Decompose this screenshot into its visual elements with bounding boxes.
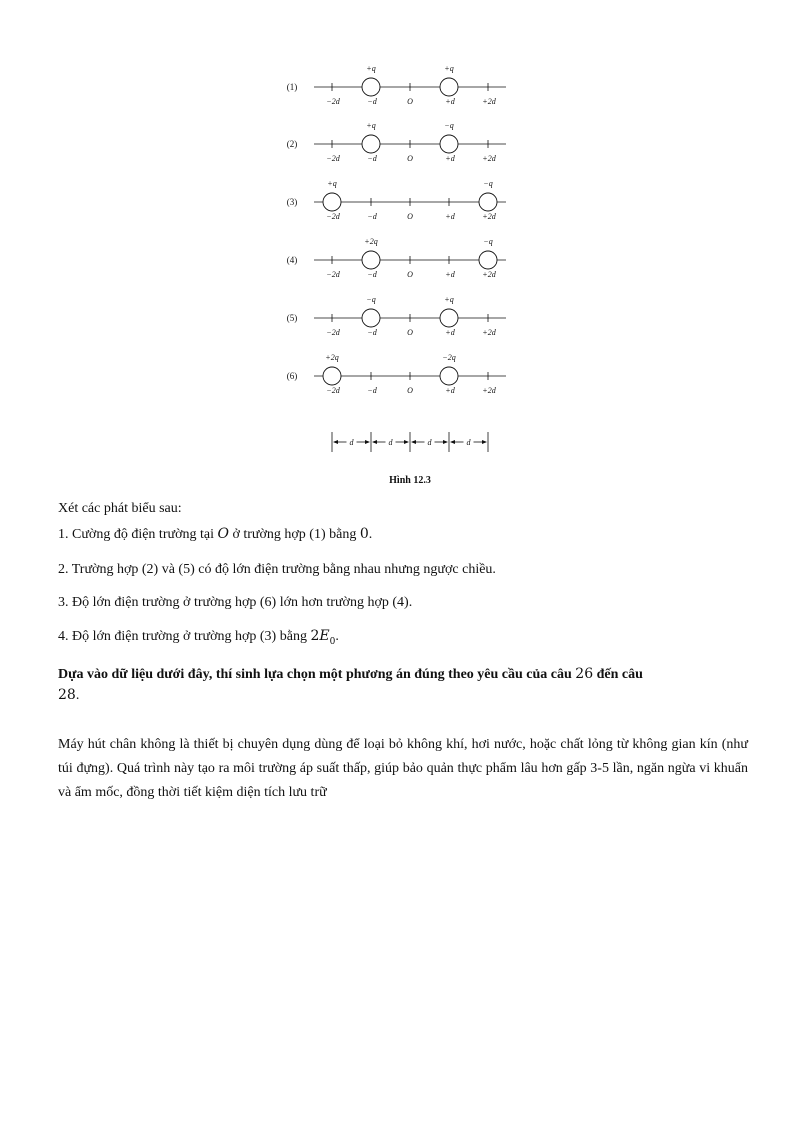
tick-label-3-4: +d: [445, 212, 455, 221]
statement-3: 3. Độ lớn điện trường ở trường hợp (6) lớn hơn trường hợp (4).: [58, 595, 413, 610]
figure-caption: Hình 12.3: [389, 475, 431, 486]
tick-label-3-5: +2d: [482, 212, 496, 221]
statement-1-value: 0: [359, 526, 369, 542]
tick-label-4-2: −d: [367, 270, 377, 279]
charge-circle-2-2: [440, 135, 458, 153]
charge-circle-5-1: [362, 309, 380, 327]
tick-label-3-1: −2d: [326, 212, 340, 221]
instruction-num-2: 28: [58, 687, 76, 703]
charge-circle-6-2: [440, 367, 458, 385]
tick-label-2-1: −2d: [326, 154, 340, 163]
tick-label-5-1: −2d: [326, 328, 340, 337]
instruction-text: Dựa vào dữ liệu dưới đây, thí sinh lựa chọn một phương án đúng theo yêu cầu của câu: [58, 667, 572, 682]
charge-label-6-1: +2q: [325, 353, 339, 362]
tick-label-2-4: +d: [445, 154, 455, 163]
case-label-6: (6): [286, 371, 298, 381]
statement-1-text-2: ở trường hợp (1) bằng: [232, 527, 357, 542]
statement-1-var: O: [217, 526, 229, 542]
case-label-3: (3): [286, 197, 298, 207]
charge-circle-1-2: [440, 78, 458, 96]
charge-label-1-2: +q: [444, 64, 454, 73]
charge-label-4-1: +2q: [364, 237, 378, 246]
statement-1: 1. Cường độ điện trường tại O ở trường hợp (1) bằng 0.: [58, 526, 373, 542]
charge-circle-2-1: [362, 135, 380, 153]
statement-4-sub: 0: [329, 636, 336, 647]
statement-2: 2. Trường hợp (2) và (5) có độ lớn điện trường bằng nhau nhưng ngược chiều.: [58, 562, 496, 577]
scale-arrow-left-4: [450, 440, 455, 444]
tick-label-2-3: O: [407, 154, 413, 163]
tick-label-6-1: −2d: [326, 386, 340, 395]
tick-label-6-3: O: [407, 386, 413, 395]
statement-4: 4. Độ lớn điện trường ở trường hợp (3) bằng $2E_0$.: [58, 628, 339, 647]
intro-text: Xét các phát biểu sau:: [58, 501, 182, 516]
charge-circle-6-1: [323, 367, 341, 385]
tick-label-6-5: +2d: [482, 386, 496, 395]
charge-circle-4-1: [362, 251, 380, 269]
tick-label-6-4: +d: [445, 386, 455, 395]
statement-4-coef: 2: [310, 628, 320, 644]
charge-label-5-1: −q: [366, 295, 376, 304]
case-label-5: (5): [286, 313, 298, 323]
paragraph: Máy hút chân không là thiết bị chuyên dụng dùng để loại bỏ không khí, hơi nước, hoặc chất lỏng từ không gian kín (như túi đựng). Quá trình này tạo ra môi trường áp suất thấp, giúp bảo quản thực phẩm lâu hơn gấp 3-5 lần, ngăn ngừa vi khuẩn và ẩm mốc, đồng thời tiết kiệm diện tích lưu trữ: [58, 737, 748, 800]
tick-label-1-1: −2d: [326, 97, 340, 106]
case-label-2: (2): [286, 139, 298, 149]
tick-label-2-2: −d: [367, 154, 377, 163]
statement-1-text: 1. Cường độ điện trường tại: [58, 527, 214, 542]
charge-label-6-2: −2q: [442, 353, 456, 362]
scale-arrow-left-2: [372, 440, 377, 444]
tick-label-4-3: O: [407, 270, 413, 279]
tick-label-1-3: O: [407, 97, 413, 106]
tick-label-6-2: −d: [367, 386, 377, 395]
tick-label-3-3: O: [407, 212, 413, 221]
tick-label-5-5: +2d: [482, 328, 496, 337]
figure-charge-configurations: [0, 0, 794, 470]
scale-label-4: d: [466, 438, 471, 447]
scale-arrow-right-4: [482, 440, 487, 444]
scale-arrow-left-1: [333, 440, 338, 444]
statement-4-text: 4. Độ lớn điện trường ở trường hợp (3) bằng: [58, 629, 307, 644]
instruction-text-2: đến câu: [596, 667, 643, 682]
scale-label-1: d: [349, 438, 354, 447]
instruction-num-1: 26: [575, 666, 594, 682]
charge-label-3-2: −q: [483, 179, 493, 188]
charge-label-4-2: −q: [483, 237, 493, 246]
tick-label-1-2: −d: [367, 97, 377, 106]
statement-4-var: E: [319, 628, 330, 644]
scale-arrow-right-2: [404, 440, 409, 444]
charge-circle-1-1: [362, 78, 380, 96]
charge-label-2-1: +q: [366, 121, 376, 130]
case-label-4: (4): [286, 255, 298, 265]
charge-circle-3-2: [479, 193, 497, 211]
tick-label-5-2: −d: [367, 328, 377, 337]
tick-label-1-4: +d: [445, 97, 455, 106]
tick-label-3-2: −d: [367, 212, 377, 221]
charge-circle-3-1: [323, 193, 341, 211]
instruction: Dựa vào dữ liệu dưới đây, thí sinh lựa chọn một phương án đúng theo yêu cầu của câu 26 đến câu 28.: [58, 666, 643, 703]
charge-label-5-2: +q: [444, 295, 454, 304]
scale-arrow-left-3: [411, 440, 416, 444]
charge-label-1-1: +q: [366, 64, 376, 73]
tick-label-5-4: +d: [445, 328, 455, 337]
tick-label-4-5: +2d: [482, 270, 496, 279]
tick-label-4-1: −2d: [326, 270, 340, 279]
tick-label-4-4: +d: [445, 270, 455, 279]
charge-circle-4-2: [479, 251, 497, 269]
charge-label-3-1: +q: [327, 179, 337, 188]
charge-circle-5-2: [440, 309, 458, 327]
scale-label-2: d: [388, 438, 393, 447]
tick-label-1-5: +2d: [482, 97, 496, 106]
scale-arrow-right-1: [365, 440, 370, 444]
scale-arrow-right-3: [443, 440, 448, 444]
tick-label-5-3: O: [407, 328, 413, 337]
charge-label-2-2: −q: [444, 121, 454, 130]
scale-label-3: d: [427, 438, 432, 447]
case-label-1: (1): [286, 82, 298, 92]
tick-label-2-5: +2d: [482, 154, 496, 163]
